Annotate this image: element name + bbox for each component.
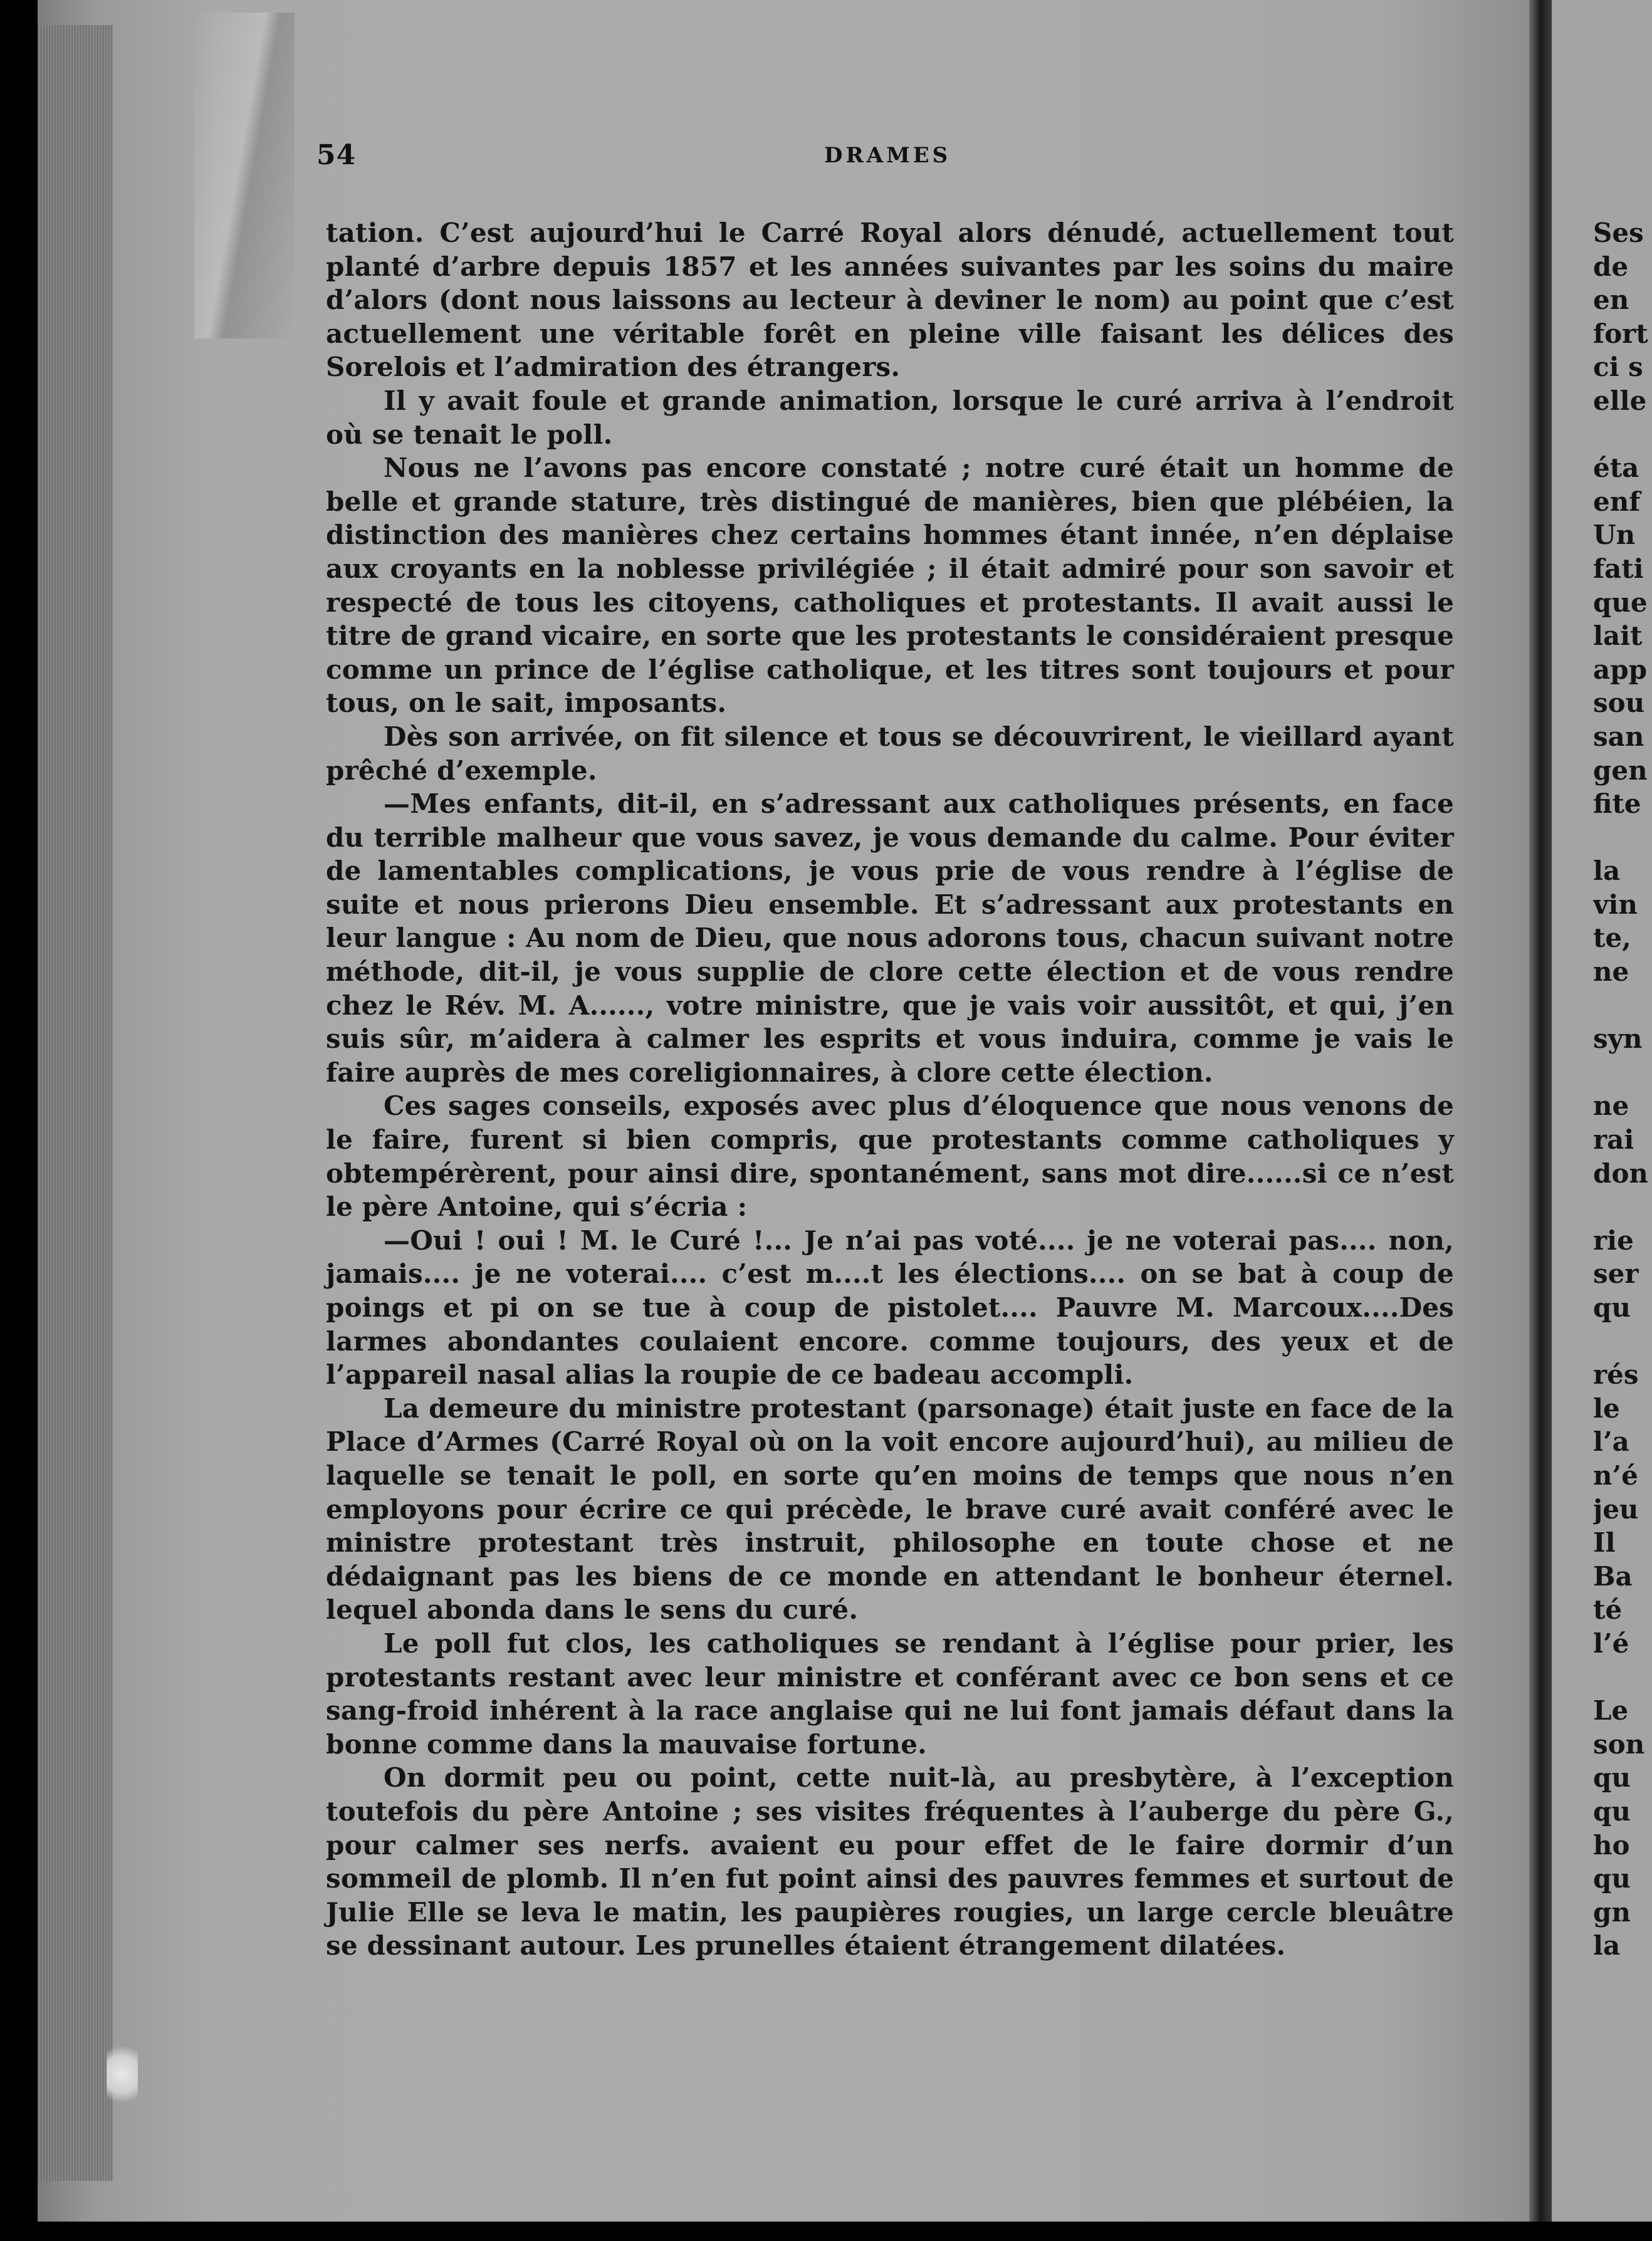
facing-page-line: fati xyxy=(1593,553,1644,584)
facing-page-line: en xyxy=(1593,285,1629,316)
paragraph: Ces sages conseils, exposés avec plus d’éloquence que nous venons de le faire, furent si bien compris, que protestants comme catholiques y obtempérèrent, pour ainsi dire, spontanément, sans mot dire......si ce n’est le père Antoine, qui s’écria : xyxy=(326,1090,1454,1223)
paragraph: —Mes enfants, dit-il, en s’adressant aux catholiques présents, en face du terrible malheur que vous savez, je vous demande du calme. Pour éviter de lamentables complications, je vous prie de vous rendre à l’église de suite et nous prierons Dieu ensemble. Et s’adressant aux protestants en leur langue : Au nom de Dieu, que nous adorons tous, chacun suivant notre méthode, dit-il, je vous supplie de clore cette élection et de vous rendre chez le Rév. M. A......, votre ministre, que je vais voir aussitôt, et qui, j’en suis sûr, m’aidera à calmer les esprits et vous induira, comme je vais le faire auprès de mes coreligionnaires, à clore cette élection. xyxy=(326,788,1454,1088)
running-title: DRAMES xyxy=(824,143,951,168)
facing-page-line: rés xyxy=(1593,1359,1639,1391)
facing-page-line: enf xyxy=(1593,486,1641,517)
body-text xyxy=(326,216,1454,1963)
facing-page-line: lait xyxy=(1593,620,1643,652)
facing-page-line: ne xyxy=(1593,1090,1629,1122)
facing-page-line: rie xyxy=(1593,1225,1634,1256)
facing-page-line: l’a xyxy=(1593,1426,1629,1458)
paragraph: tation. C’est aujourd’hui le Carré Royal alors dénudé, actuellement tout planté d’arbre depuis 1857 et les années suivantes par les soins du maire d’alors (dont nous laissons au lecteur à deviner le nom) au point que c’est actuellement une véritable forêt en pleine ville faisant les délices des Sorelois et l’admiration des étrangers. xyxy=(326,217,1454,383)
facing-page-line: Il xyxy=(1593,1527,1616,1559)
paragraph: Dès son arrivée, on fit silence et tous se découvrirent, le vieillard ayant prêché d’exemple. xyxy=(326,721,1454,786)
paragraph: Le poll fut clos, les catholiques se rendant à l’église pour prier, les protestants restant avec leur ministre et conférant avec ce bon sens et ce sang-froid inhérent à la race anglaise qui ne lui font jamais défaut dans la bonne comme dans la mauvaise fortune. xyxy=(326,1627,1454,1760)
facing-page-line: ser xyxy=(1593,1258,1639,1290)
facing-page-line: jeu xyxy=(1593,1493,1639,1525)
facing-page-line: app xyxy=(1593,654,1647,685)
facing-page-line: l’é xyxy=(1593,1627,1629,1659)
facing-page-line xyxy=(1593,1056,1652,1090)
facing-page-line: la xyxy=(1593,855,1621,887)
book-gutter xyxy=(1529,0,1552,2241)
facing-page-line: te, xyxy=(1593,922,1631,954)
facing-page-line: ci s xyxy=(1593,352,1643,383)
facing-page-line: son xyxy=(1593,1728,1645,1760)
facing-page-line: Un xyxy=(1593,520,1636,551)
facing-page-line: ne xyxy=(1593,956,1629,988)
paragraph: —Oui ! oui ! M. le Curé !... Je n’ai pas voté.... je ne voterai pas.... non, jamais.... je ne voterai.... c’est m....t les élections.... on se bat à coup de poings et pi on se tue à coup de pistolet.... Pauvre M. Marcoux....Des larmes abondantes coulaient encore. comme toujours, des yeux et de l’appareil nasal alias la roupie de ce badeau accompli. xyxy=(326,1225,1454,1391)
facing-page-line: Ses xyxy=(1593,217,1644,248)
facing-page-line: que xyxy=(1593,587,1648,618)
facing-page-line: qu xyxy=(1593,1863,1631,1894)
facing-page-line: Le xyxy=(1593,1695,1629,1726)
facing-page-line: le xyxy=(1593,1392,1620,1424)
facing-page-line xyxy=(1593,1661,1652,1695)
facing-page-line: sou xyxy=(1593,687,1645,719)
paragraph: Il y avait foule et grande animation, lorsque le curé arriva à l’endroit où se tenait le poll. xyxy=(326,385,1454,450)
facing-page-line: la xyxy=(1593,1930,1621,1962)
paragraph: La demeure du ministre protestant (parsonage) était juste en face de la Place d’Armes (Carré Royal où on la voit encore aujourd’hui), au milieu de laquelle se tenait le poll, en sorte qu’en moins de temps que nous n’en employons pour écrire ce qui précède, le brave curé avait conféré avec le ministre protestant très instruit, philosophe en toute chose et ne dédaignant pas les biens de ce monde en attendant le bonheur éternel. lequel abonda dans le sens du curé. xyxy=(326,1392,1454,1626)
facing-page-line: qu xyxy=(1593,1292,1631,1323)
facing-page-line xyxy=(1593,989,1652,1023)
facing-page-line: syn xyxy=(1593,1023,1643,1055)
scan-border xyxy=(0,2222,1652,2241)
facing-page-line: n’é xyxy=(1593,1460,1638,1491)
page-edges xyxy=(38,25,113,2181)
facing-page-text xyxy=(1593,216,1652,1963)
paragraph: Nous ne l’avons pas encore constaté ; notre curé était un homme de belle et grande stature, très distingué de manières, bien que plébéien, la distinction des manières chez certains hommes étant innée, n’en déplaise aux croyants en la noblesse privilégiée ; il était admiré pour son savoir et respecté de tous les citoyens, catholiques et protestants. Il avait aussi le titre de grand vicaire, en sorte que les protestants le considéraient presque comme un prince de l’église catholique, et les titres sont toujours et pour tous, on le sait, imposants. xyxy=(326,452,1454,719)
facing-page-line xyxy=(1593,821,1652,855)
facing-page-line: fort xyxy=(1593,318,1648,349)
facing-page-line: Ba xyxy=(1593,1560,1633,1592)
facing-page-line: gen xyxy=(1593,755,1648,786)
facing-page-line: fite xyxy=(1593,788,1641,820)
facing-page-line: qu xyxy=(1593,1795,1631,1827)
page-header xyxy=(316,139,1470,177)
facing-page-line xyxy=(1593,418,1652,452)
facing-page-line: elle xyxy=(1593,385,1647,416)
paper-crease xyxy=(194,13,295,338)
facing-page-line: ho xyxy=(1593,1829,1630,1861)
facing-page-line: éta xyxy=(1593,452,1639,484)
facing-page-line: té xyxy=(1593,1594,1623,1626)
facing-page-line: rai xyxy=(1593,1124,1634,1156)
paper-stain xyxy=(107,2037,138,2112)
facing-page-line: gn xyxy=(1593,1896,1631,1928)
facing-page-line: qu xyxy=(1593,1762,1631,1794)
facing-page-line: vin xyxy=(1593,889,1638,920)
facing-page-line: san xyxy=(1593,721,1644,752)
paragraph: On dormit peu ou point, cette nuit-là, au presbytère, à l’exception toutefois du père Antoine ; ses visites fréquentes à l’auberge du père G., pour calmer ses nerfs. avaient eu pour effet de le faire dormir d’un sommeil de plomb. Il n’en fut point ainsi des pauvres femmes et surtout de Julie Elle se leva le matin, les paupières rougies, un large cercle bleuâtre se dessinant autour. Les prunelles étaient étrangement dilatées. xyxy=(326,1762,1454,1962)
facing-page-line xyxy=(1593,1325,1652,1359)
page-number: 54 xyxy=(316,139,357,171)
facing-page-line xyxy=(1593,1190,1652,1224)
facing-page-line: don xyxy=(1593,1157,1648,1189)
facing-page-line: de xyxy=(1593,251,1629,282)
